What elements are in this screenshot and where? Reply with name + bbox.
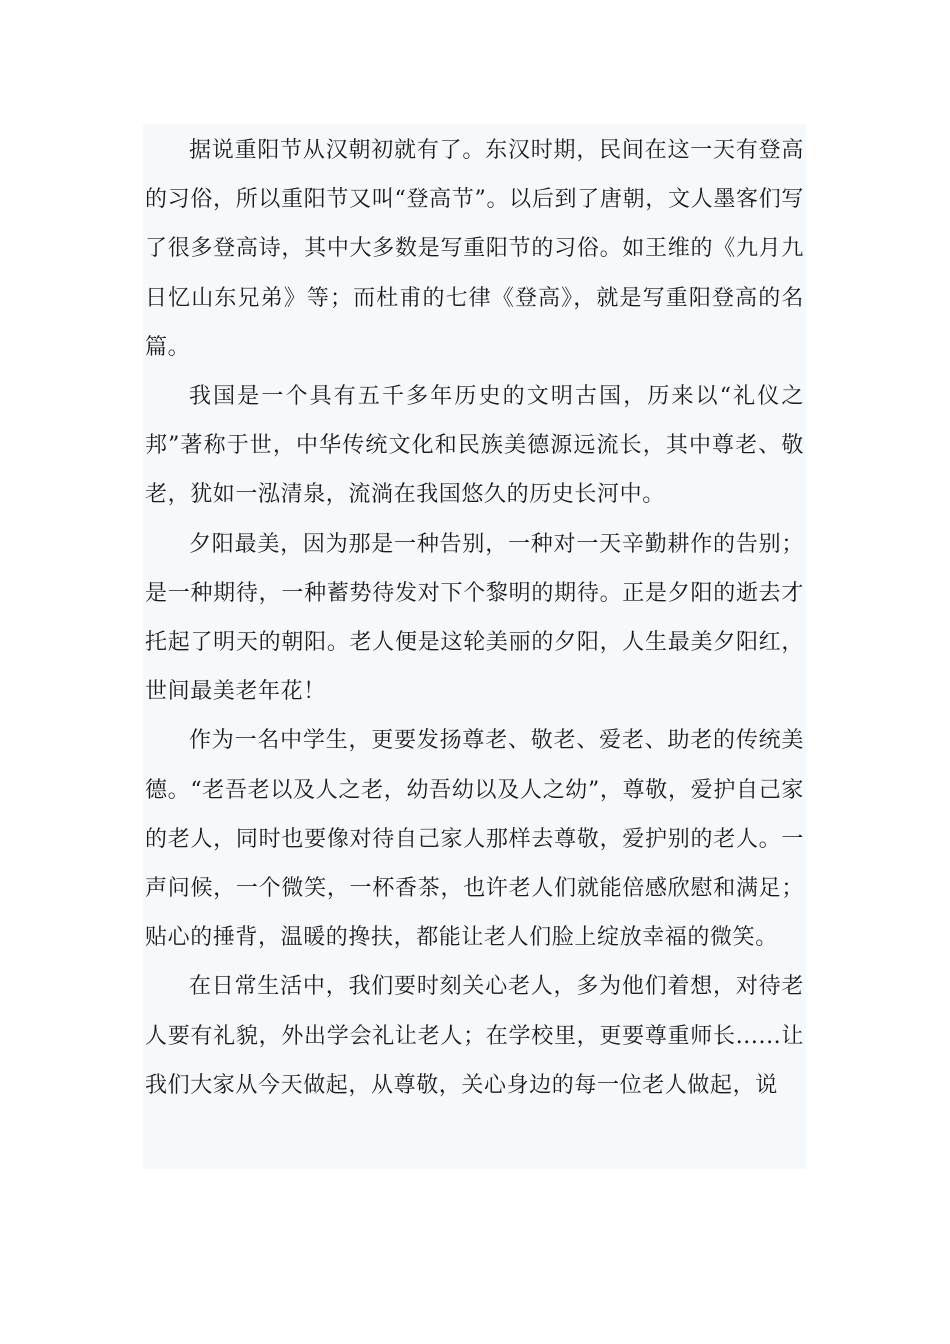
- paragraph-3: 夕阳最美，因为那是一种告别，一种对一天辛勤耕作的告别；是一种期待，一种蓄势待发对下个黎明的期待。正是夕阳的逝去才托起了明天的朝阳。老人便是这轮美丽的夕阳，人生最美夕阳红，世间最美老年花！: [145, 531, 804, 705]
- paragraph-5: 在日常生活中，我们要时刻关心老人，多为他们着想，对待老人要有礼貌，外出学会礼让老人；在学校里，更要尊重师长......让我们大家从今天做起，从尊敬，关心身边的每一位老人做起，说: [145, 974, 804, 1098]
- paragraph-4: 作为一名中学生，更要发扬尊老、敬老、爱老、助老的传统美德。“老吾老以及人之老，幼吾幼以及人之幼”，尊敬，爱护自己家的老人，同时也要像对待自己家人那样去尊敬，爱护别的老人。一声问候，一个微笑，一杯香茶，也许老人们就能倍感欣慰和满足；贴心的捶背，温暖的搀扶，都能让老人们脸上绽放幸福的微笑。: [145, 728, 804, 951]
- paragraph-2: 我国是一个具有五千多年历史的文明古国，历来以“礼仪之邦”著称于世，中华传统文化和民族美德源远流长，其中尊老、敬老，犹如一泓清泉，流淌在我国悠久的历史长河中。: [145, 384, 804, 508]
- essay-text-block: [143, 124, 806, 1169]
- paragraph-1: 据说重阳节从汉朝初就有了。东汉时期，民间在这一天有登高的习俗，所以重阳节又叫“登高节”。以后到了唐朝，文人墨客们写了很多登高诗，其中大多数是写重阳节的习俗。如王维的《九月九日忆山东兄弟》等；而杜甫的七律《登高》，就是写重阳登高的名篇。: [145, 138, 804, 360]
